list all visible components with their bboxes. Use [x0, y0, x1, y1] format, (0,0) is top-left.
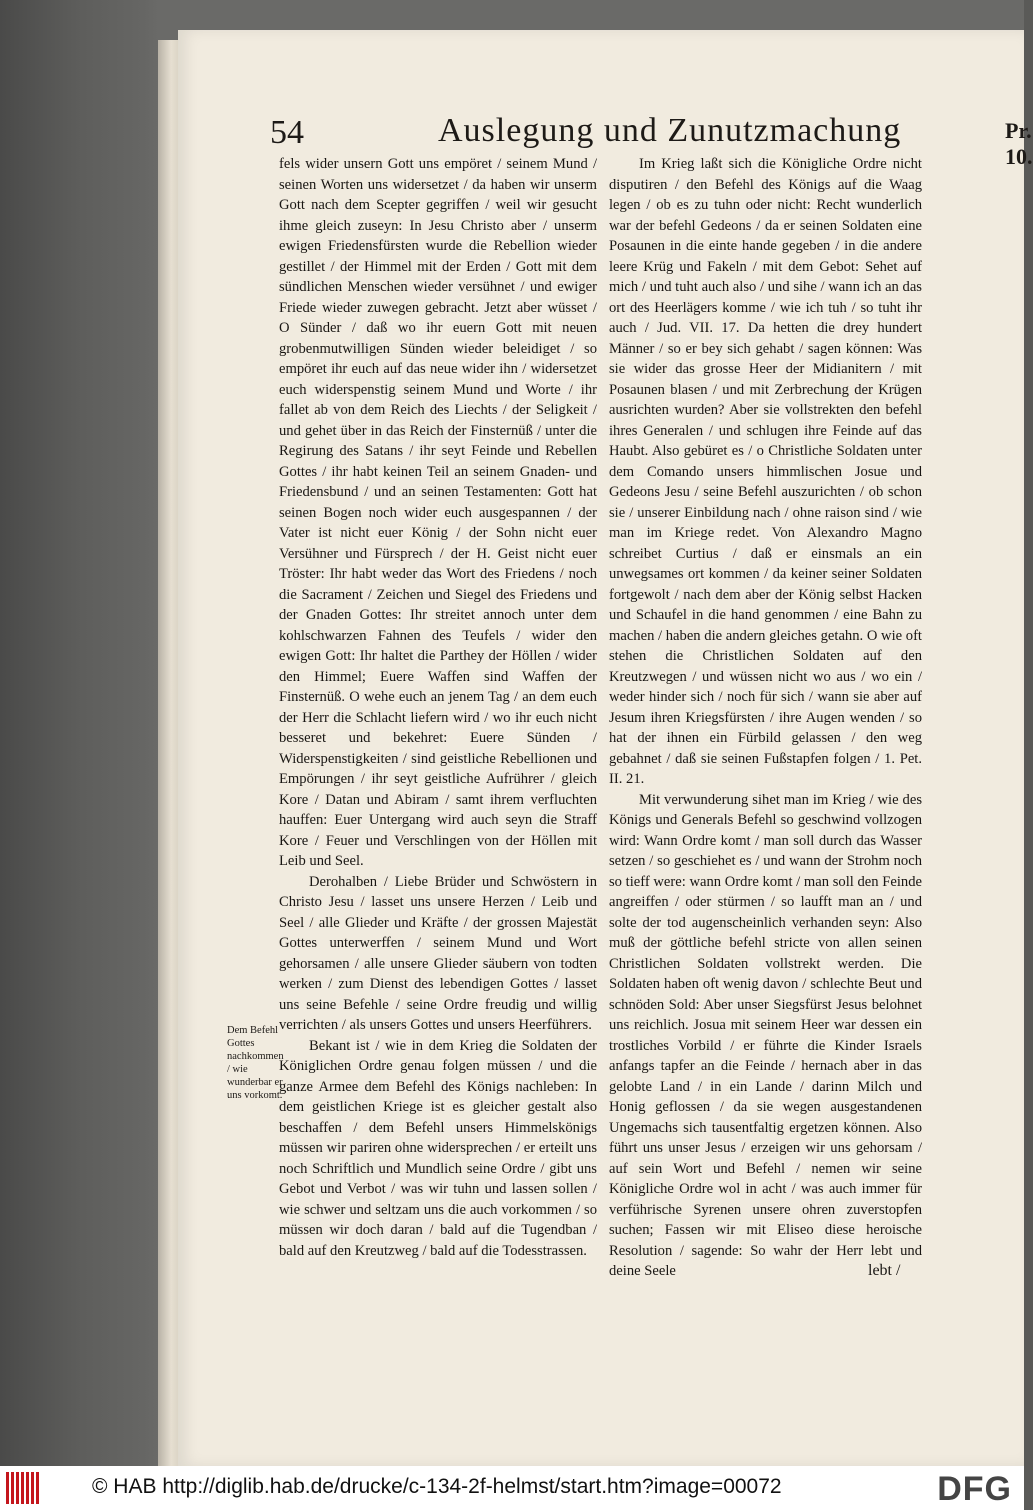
dfg-logo: DFG [937, 1470, 1012, 1508]
left-paragraph-1: fels wider unsern Gott uns empöret / seinem Mund / seinen Worten uns widersetzet / da haben wir unserm Gott nach dem Scepter gegriffen / weil wir gesucht ihme gleich zuseyn: In Jesu Christo aber / unserm ewigen Friedensfürsten wurde die Rebellion wieder gestillet / der Himmel mit der Erden / Gott mit dem sündlichen Menschen wieder versühnet / und ewiger Friede wieder zuwegen gebracht. Jetzt aber wüsset / O Sünder / daß wo ihr euern Gott mit neuen grobenmutwilligen Sünden wieder beleidiget / so empöret ihr euch auf das neue wider ihn / widersetzet euch widerspenstig seinem Mund und Worte / ihr fallet ab von dem Reich des Liechts / der Seligkeit / und gehet über in das Reich der Finsternüß / unter die Regirung des Satans / ihr seyt Feinde und Rebellen Gottes / ihr habt keinen Teil an seinem Gnaden- und Friedensbund / und an seinen Testamenten: Gott hat seinen Bogen noch wider euch ausgespannen / der Vater ist nicht euer König / der Sohn nicht euer Versühner und Fürsprech / der H. Geist nicht euer Tröster: Ihr habt weder das Wort des Friedens / noch die Sacrament / Zeichen und Siegel des Friedens und der Gnaden Gottes: Ihr streitet annoch unter dem kohlschwarzen Fahnen des Teufels / wider den ewigen Gott: Ihr haltet die Parthey der Höllen / wider den Himmel; Euere Waffen sind Waffen der Finsternüß. O wehe euch an jenem Tag / an dem euch der Herr die Schlacht liefern wird / wo ihr euch nicht besseret und bekehret: Euere Sünden / Widerspenstigkeiten / sind geistliche Rebellionen und Empörungen / ihr seyt geistliche Aufrührer / gleich Kore / Datan und Abiram / samt ihrem verfluchten hauffen: Euer Untergang wird auch seyn die Straff Kore / Feuer und Verschlingen von der Höllen mit Leib und Seel. [279, 156, 597, 869]
right-paragraph-2: Mit verwunderung sihet man im Krieg / wie des Königs und Generals Befehl so geschwind vollzogen wird: Wann Ordre komt / man soll durch das Wasser setzen / so geschiehet es / und wann der Strohm noch so tieff were: wann Ordre komt / man soll den Feinde angreiffen / oder stürmen / so laufft man an / und solte der tod augenscheinlich verhanden seyn: Also muß der göttliche befehl stricte von allen seinen Christlichen Soldaten vollstrekt werden. Die Soldaten haben oft wenig davon / schlechte Beut und schnöden Sold: Aber unser Siegsfürst Jesus belohnet uns reichlich. Josua mit seinem Heer war dessen ein trostliches Vorbild / er führte die Kinder Israels anfangs tapfer an die Feinde / hernach aber in das gelobte Land / in ein Lande / darinn Milch und Honig geflossen / da sie wegen ausgestandenen Ungemachs sich tausentfaltig ergetzen können. Also führt uns unser Jesus / erzeigen wir uns gehorsam / auf sein Wort und Befehl / nemen wir seine Königliche Ordre wol in acht / was auch immer für verführische Syrenen unsere ohren zuverstopfen suchen; Fassen wir mit Eliseo diese heroische Resolution / sagende: So wahr der Herr lebt und deine Seele [609, 791, 922, 1279]
hab-logo-icon [6, 1472, 46, 1504]
book-page [178, 30, 1033, 1466]
right-text-column [609, 154, 922, 1282]
source-url-link[interactable]: © HAB http://diglib.hab.de/drucke/c-134-2f-helmst/start.htm?image=00072 [92, 1475, 782, 1498]
running-title: Auslegung und Zunutzmachung [438, 112, 902, 149]
viewer-footer [0, 1466, 1024, 1510]
left-paragraph-3: Bekant ist / wie in dem Krieg die Soldaten der Königlichen Ordre genau folgen müssen / und die ganze Armee dem Befehl des Königs nachleben: In dem geistlichen Kriege ist es gleicher gestalt also beschaffen / dem Befehl unsers Himmelskönigs müssen wir pariren ohne widersprechen / er erteilt uns noch Schriftlich und Mundlich seine Ordre / gibt uns Gebot und Verbot / was wir tuhn und lassen sollen / wie schwer und seltzam uns die auch vorkommen / so müssen wir doch daran / bald auf die Tugendban / bald auf den Kreutzweg / bald auf die Todesstrassen. [279, 1037, 597, 1259]
page-edge [158, 40, 180, 1466]
margin-note: Dem Befehl Gottes nachkommen / wie wunderbar er uns vorkomt. [227, 1025, 284, 1101]
sermon-reference: Pr. 10. [1005, 118, 1033, 169]
page-number: 54 [270, 114, 304, 151]
left-text-column [279, 154, 597, 1261]
catchword: lebt / [868, 1262, 901, 1279]
left-paragraph-2: Derohalben / Liebe Brüder und Schwöstern in Christo Jesu / lasset uns unsere Herzen / Leib und Seel / alle Glieder und Kräfte / der grossen Majestät Gottes unterwerffen / seinem Mund und Wort gehorsamen / alle unsere Glieder säubern von todten werken / zum Dienst des lebendigen Gottes / lasset uns seine Befehle / seine Ordre freudig und willig verrichten / als unsers Gottes und unsers Heerführers. [279, 873, 597, 1033]
right-paragraph-1: Im Krieg laßt sich die Königliche Ordre nicht disputiren / den Befehl des Königs auf die Waag legen / ob es zu tuhn oder nicht: Recht wunderlich war der befehl Gedeons / da er seinen Soldaten eine Posaunen in die einte hande gegeben / in die andere leere Krüg und Fakeln / mit dem Gebot: Sehet auf mich / und tuht auch also / und sihe / wann ich an das ort des Heerlägers komme / wie ich tuh / so tuht ihr auch / Jud. VII. 17. Da hetten die drey hundert Männer / so er bey sich gehabt / sagen können: Was sie wider das grosse Heer der Midianitern / mit Posaunen blasen / und mit Zerbrechung der Krügen ausrichten wurden? Aber sie vollstrekten den befehl ihres Generalen / und schlugen ihre Feinde auf das Haubt. Also gebüret es / o Christliche Soldaten unter dem Comando unsers himmlischen Josue und Gedeons Jesu / seine Befehl auszurichten / ob schon sie / unserer Einbildung nach / ohne raison sind / wie man im Kriege redet. Von Alexandro Magno schreibet Curtius / daß er einsmals an ein unwegsames ort kommen / da keiner seiner Soldaten fortgewolt / nach dem aber der König selbst Hacken und Schaufel in die hand genommen / eine Bahn zu machen / haben die andern gleiches getahn. O wie oft stehen die Christlichen Soldaten auf den Kreutzwegen / und wüssen nicht wo aus / wo ein / weder hinder sich / noch für sich / wann sie aber auf Jesum ihren Kriegsfürsten / ihre Augen wenden / so hat der ihnen ein Fürbild gelassen / den weg gebahnet / daß sie seinen Fußstapfen folgen / 1. Pet. II. 21. [609, 156, 922, 787]
